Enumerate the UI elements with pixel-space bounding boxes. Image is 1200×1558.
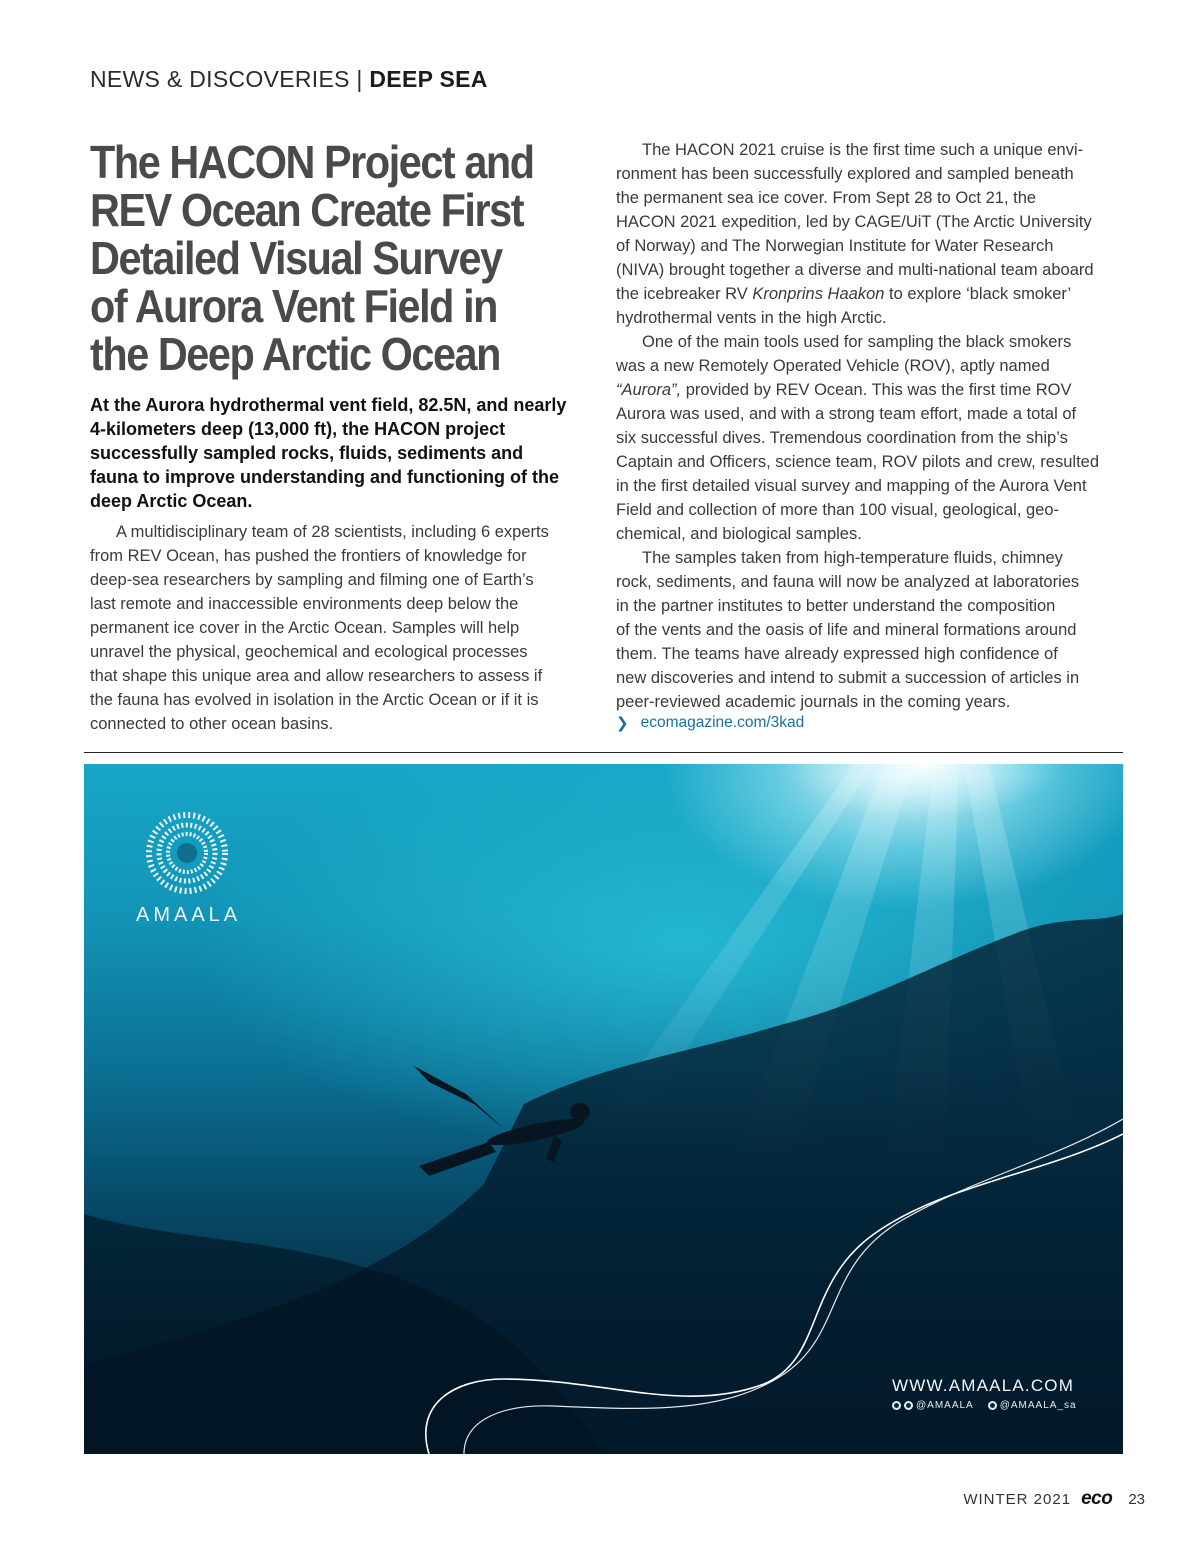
headline-line: Detailed Visual Survey [90, 232, 502, 284]
chevron-right-icon: ❯ [616, 715, 629, 732]
section-header [90, 66, 488, 93]
body-line: them. The teams have already expressed high confidence of [616, 645, 1058, 663]
body-line: rock, sediments, and fauna will now be analyzed at laboratories [616, 573, 1080, 591]
social-icon [892, 1401, 901, 1410]
social-handle: @AMAALA [916, 1400, 974, 1411]
amaala-advertisement[interactable] [84, 764, 1123, 1454]
rov-name: “Aurora”, [616, 381, 682, 399]
body-line: of Norway) and The Norwegian Institute for Water Research [616, 237, 1054, 255]
ship-name: Kronprins Haakon [752, 285, 885, 303]
ocean-scene [84, 764, 1123, 1454]
body-line: deep-sea researchers by sampling and filming one of Earth’s [90, 571, 534, 589]
body-line: (NIVA) brought together a diverse and multi-national team aboard [616, 261, 1094, 279]
social-icon [988, 1401, 997, 1410]
body-line: new discoveries and intend to submit a succession of articles in [616, 669, 1080, 687]
page-footer [963, 1488, 1145, 1510]
body-line: connected to other ocean basins. [90, 715, 334, 733]
article-deck: At the Aurora hydrothermal vent field, 82.5N, and nearly 4-kilometers deep (13,000 ft), the HACON project successfully sampled rocks, fluids, sediments and fauna to improve understanding and functioning of the deep Arctic Ocean. [90, 395, 567, 511]
page-number: 23 [1128, 1491, 1145, 1508]
body-line: One of the main tools used for sampling the black smokers [642, 333, 1072, 351]
body-line: Field and collection of more than 100 visual, geological, geo- [616, 501, 1060, 519]
ad-social-handles [892, 1400, 1077, 1411]
body-line: HACON 2021 expedition, led by CAGE/UiT (The Arctic University [616, 213, 1092, 231]
headline-line: REV Ocean Create First [90, 184, 524, 236]
amaala-logo [149, 815, 225, 891]
body-line: in the partner institutes to better understand the composition [616, 597, 1056, 615]
body-line: ronment has been successfully explored and sampled beneath [616, 165, 1074, 183]
body-line: six successful dives. Tremendous coordination from the ship’s [616, 429, 1068, 447]
body-line: hydrothermal vents in the high Arctic. [616, 309, 887, 327]
body-line [616, 282, 1122, 306]
headline-line: the Deep Arctic Ocean [90, 328, 500, 380]
body-line: Aurora was used, and with a strong team effort, made a total of [616, 405, 1077, 423]
body-line: The HACON 2021 cruise is the first time such a unique envi- [642, 141, 1084, 159]
body-line: the fauna has evolved in isolation in the Arctic Ocean or if it is [90, 691, 539, 709]
body-line: from REV Ocean, has pushed the frontiers of knowledge for [90, 547, 527, 565]
body-line: chemical, and biological samples. [616, 525, 862, 543]
headline [90, 138, 558, 378]
body-line: peer-reviewed academic journals in the coming years. [616, 693, 1011, 711]
article-link-text[interactable]: ecomagazine.com/3kad [640, 714, 805, 731]
body-column-left [90, 520, 590, 736]
issue-label: WINTER 2021 [963, 1491, 1072, 1508]
ad-brand-name: AMAALA [136, 904, 242, 926]
ad-website[interactable]: WWW.AMAALA.COM [892, 1376, 1075, 1395]
body-line: the permanent sea ice cover. From Sept 28 to Oct 21, the [616, 189, 1037, 207]
social-icon [904, 1401, 913, 1410]
section-divider [84, 752, 1123, 753]
section-label: NEWS & DISCOVERIES | [90, 66, 370, 92]
body-line: The samples taken from high-temperature fluids, chimney [642, 549, 1063, 567]
body-text: to explore ‘black smoker’ [884, 285, 1072, 303]
body-line [616, 378, 1122, 402]
headline-line: of Aurora Vent Field in [90, 280, 497, 332]
body-text: provided by REV Ocean. This was the first time ROV [681, 381, 1072, 399]
social-handle: @AMAALA_sa [999, 1400, 1077, 1411]
article-link[interactable] [616, 714, 804, 732]
body-line: Captain and Officers, science team, ROV pilots and crew, resulted [616, 453, 1100, 471]
body-text: the icebreaker RV [616, 285, 753, 303]
body-column-right [616, 138, 1122, 714]
body-line: was a new Remotely Operated Vehicle (ROV), aptly named [616, 357, 1050, 375]
eco-logo: eco [1081, 1488, 1113, 1509]
body-line: A multidisciplinary team of 28 scientists, including 6 experts [116, 523, 549, 541]
body-line: in the first detailed visual survey and mapping of the Aurora Vent [616, 477, 1087, 495]
body-line: that shape this unique area and allow researchers to assess if [90, 667, 543, 685]
body-line: last remote and inaccessible environments deep below the [90, 595, 519, 613]
body-line: of the vents and the oasis of life and mineral formations around [616, 621, 1077, 639]
section-topic: DEEP SEA [369, 66, 488, 92]
body-line: permanent ice cover in the Arctic Ocean. Samples will help [90, 619, 520, 637]
body-line: unravel the physical, geochemical and ecological processes [90, 643, 528, 661]
headline-line: The HACON Project and [90, 136, 534, 188]
